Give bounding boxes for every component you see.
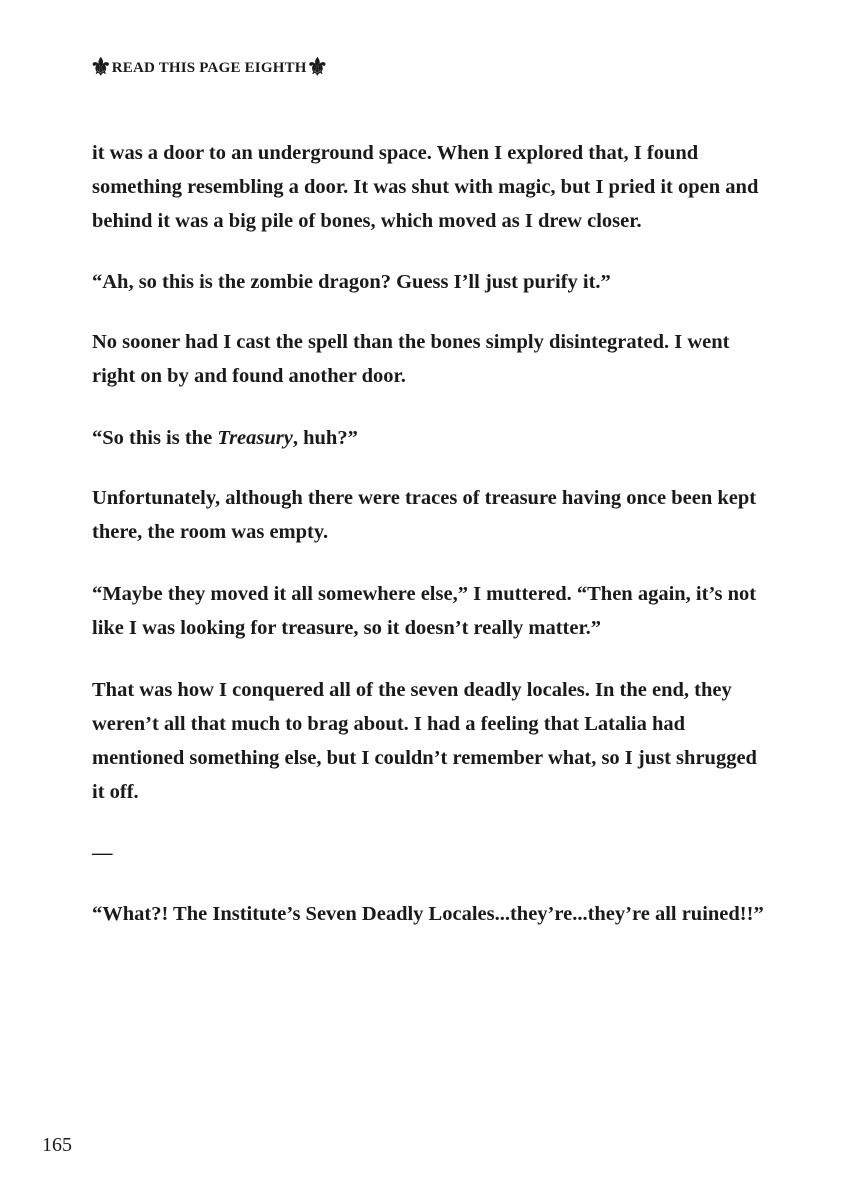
paragraph: No sooner had I cast the spell than the bones simply disintegrated. I went right on by and found another door. (92, 331, 730, 387)
paragraph: “Ah, so this is the zombie dragon? Guess I’ll just purify it.” (92, 271, 611, 293)
paragraph: “What?! The Institute’s Seven Deadly Locales...they’re...they’re all ruined!!” (92, 903, 764, 925)
running-header (90, 56, 328, 80)
paragraph (92, 421, 772, 455)
fleur-de-lis-icon: ⚜ (90, 55, 112, 81)
fleur-de-lis-icon: ⚜ (306, 55, 329, 81)
paragraph: “Maybe they moved it all somewhere else,” I muttered. “Then again, it’s not like I was looking for treasure, so it doesn’t really matter.” (92, 583, 757, 639)
header-title: READ THIS PAGE EIGHTH (111, 59, 307, 76)
italic-text: Treasury (217, 427, 293, 449)
paragraph: That was how I conquered all of the seven deadly locales. In the end, they weren’t all that much to brag about. I had a feeling that Latalia had mentioned something else, but I couldn’t remember what, so I just shrugged it off. (92, 679, 757, 803)
page-number: 165 (42, 1134, 72, 1156)
text-span: “So this is the (92, 427, 218, 449)
paragraph: Unfortunately, although there were traces of treasure having once been kept there, the room was empty. (92, 487, 757, 543)
paragraph: it was a door to an underground space. When I explored that, I found something resembling a door. It was shut with magic, but I pried it open and behind it was a big pile of bones, which moved as I drew closer. (92, 142, 759, 232)
text-span: , huh?” (292, 427, 358, 449)
scene-break: — (92, 842, 113, 864)
